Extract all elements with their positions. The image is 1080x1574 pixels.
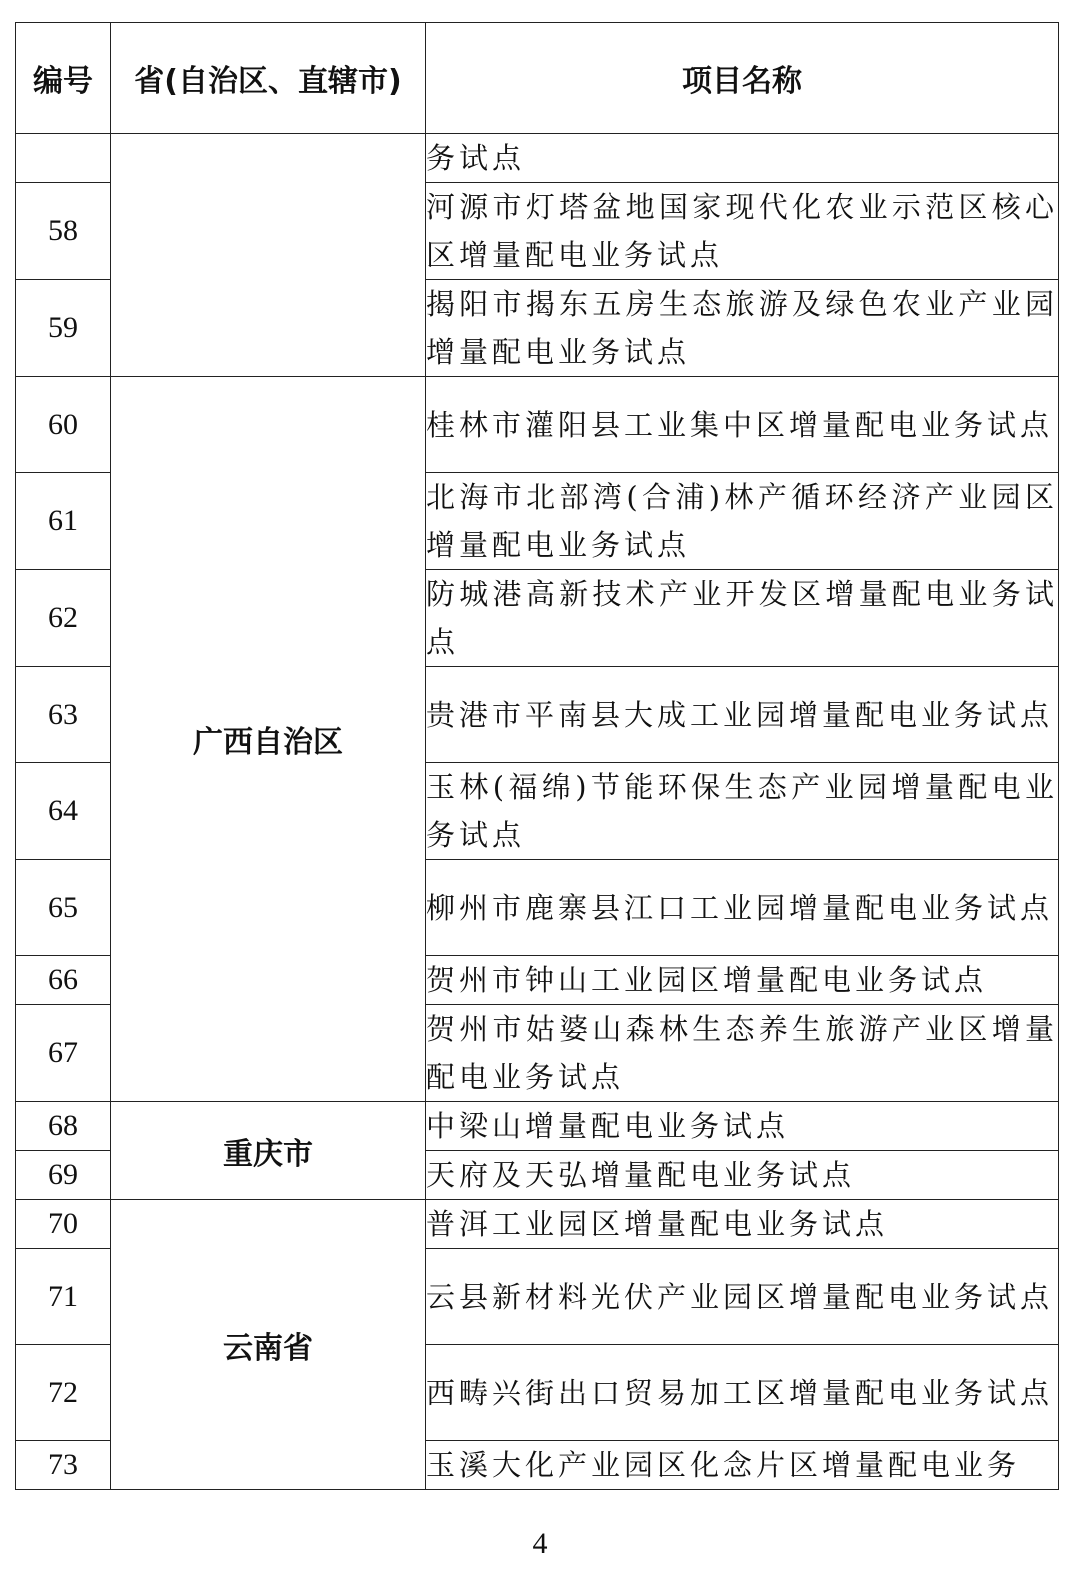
project-name: 普洱工业园区增量配电业务试点 [426,1200,1059,1249]
project-name: 北海市北部湾(合浦)林产循环经济产业园区增量配电业务试点 [426,473,1059,570]
row-number: 61 [16,473,111,570]
row-number: 66 [16,956,111,1005]
row-number [16,134,111,183]
project-name: 贺州市姑婆山森林生态养生旅游产业区增量配电业务试点 [426,1005,1059,1102]
table-row [16,134,1059,183]
project-name: 西畴兴街出口贸易加工区增量配电业务试点 [426,1345,1059,1441]
row-number: 63 [16,667,111,763]
project-name: 桂林市灌阳县工业集中区增量配电业务试点 [426,377,1059,473]
row-number: 69 [16,1151,111,1200]
row-number: 68 [16,1102,111,1151]
row-number: 58 [16,183,111,280]
row-number: 71 [16,1249,111,1345]
header-province: 省(自治区、直辖市) [111,23,426,134]
project-name: 贺州市钟山工业园区增量配电业务试点 [426,956,1059,1005]
province-cell-chongqing: 重庆市 [111,1102,426,1200]
table-header-row [16,23,1059,134]
project-name: 务试点 [426,134,1059,183]
province-cell-guangxi: 广西自治区 [111,377,426,1102]
project-name: 柳州市鹿寨县江口工业园增量配电业务试点 [426,860,1059,956]
row-number: 60 [16,377,111,473]
row-number: 65 [16,860,111,956]
project-name: 揭阳市揭东五房生态旅游及绿色农业产业园增量配电业务试点 [426,280,1059,377]
project-name: 天府及天弘增量配电业务试点 [426,1151,1059,1200]
row-number: 64 [16,763,111,860]
header-project: 项目名称 [426,23,1059,134]
row-number: 70 [16,1200,111,1249]
province-cell-yunnan: 云南省 [111,1200,426,1490]
table-row [16,1200,1059,1249]
project-name: 云县新材料光伏产业园区增量配电业务试点 [426,1249,1059,1345]
row-number: 59 [16,280,111,377]
page-number: 4 [532,1527,548,1560]
header-number: 编号 [16,23,111,134]
row-number: 72 [16,1345,111,1441]
project-name: 河源市灯塔盆地国家现代化农业示范区核心区增量配电业务试点 [426,183,1059,280]
row-number: 67 [16,1005,111,1102]
project-name: 防城港高新技术产业开发区增量配电业务试点 [426,570,1059,667]
table-row [16,1102,1059,1151]
row-number: 73 [16,1441,111,1490]
table-row [16,377,1059,473]
project-name: 贵港市平南县大成工业园增量配电业务试点 [426,667,1059,763]
project-name: 玉林(福绵)节能环保生态产业园增量配电业务试点 [426,763,1059,860]
province-cell-guangdong [111,134,426,377]
project-name: 玉溪大化产业园区化念片区增量配电业务 [426,1441,1059,1490]
project-name: 中梁山增量配电业务试点 [426,1102,1059,1151]
row-number: 62 [16,570,111,667]
project-table [15,22,1059,1490]
